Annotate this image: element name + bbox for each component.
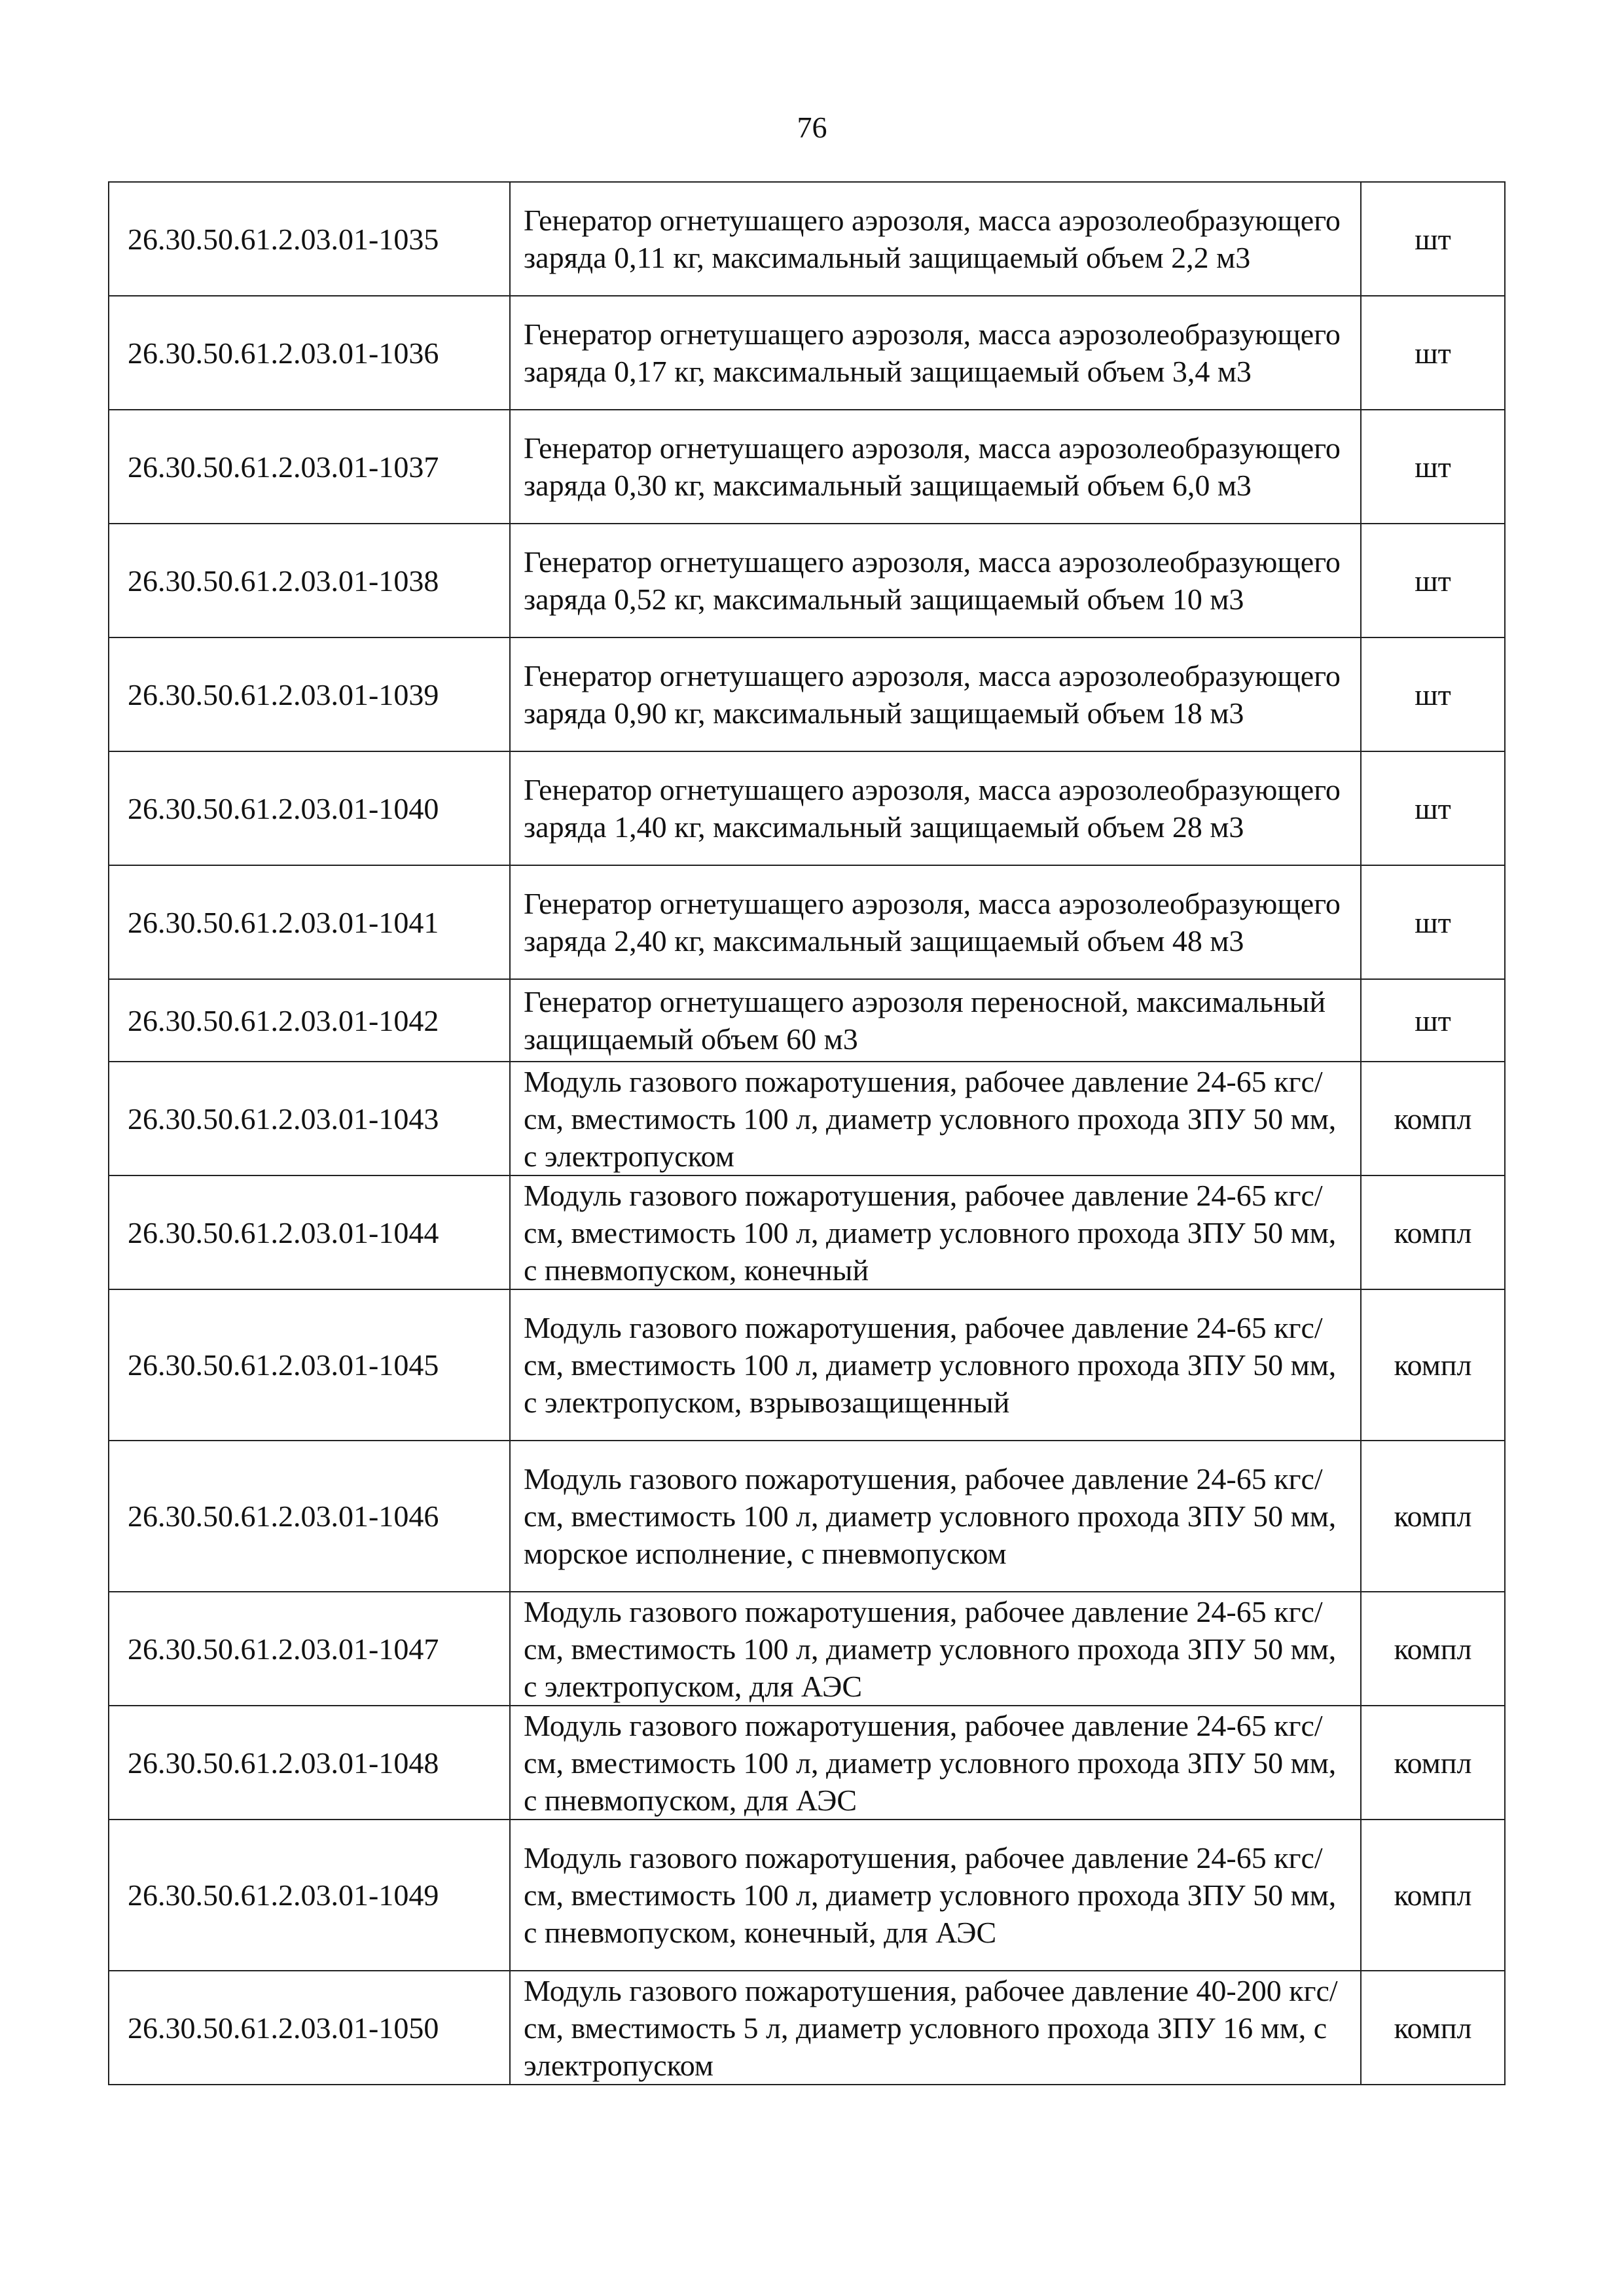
- table-row: [109, 865, 1505, 979]
- code-cell: 26.30.50.61.2.03.01-1049: [109, 1820, 510, 1971]
- unit-cell: шт: [1361, 979, 1505, 1062]
- description-cell: Генератор огнетушащего аэрозоля, масса аэрозолеобразующего заряда 0,52 кг, максимальный защищаемый объем 10 м3: [510, 524, 1361, 637]
- table-row: [109, 1441, 1505, 1592]
- description-cell: Модуль газового пожаротушения, рабочее давление 24-65 кгс/см, вместимость 100 л, диаметр условного прохода ЗПУ 50 мм, с электропуском, для АЭС: [510, 1592, 1361, 1706]
- unit-cell: компл: [1361, 1289, 1505, 1441]
- description-cell: Модуль газового пожаротушения, рабочее давление 24-65 кгс/см, вместимость 100 л, диаметр условного прохода ЗПУ 50 мм, с электропуском: [510, 1062, 1361, 1175]
- unit-cell: шт: [1361, 410, 1505, 524]
- code-cell: 26.30.50.61.2.03.01-1038: [109, 524, 510, 637]
- code-cell: 26.30.50.61.2.03.01-1044: [109, 1175, 510, 1289]
- code-cell: 26.30.50.61.2.03.01-1045: [109, 1289, 510, 1441]
- table-row: [109, 751, 1505, 865]
- code-cell: 26.30.50.61.2.03.01-1036: [109, 296, 510, 410]
- code-cell: 26.30.50.61.2.03.01-1040: [109, 751, 510, 865]
- description-cell: Генератор огнетушащего аэрозоля переносной, максимальный защищаемый объем 60 м3: [510, 979, 1361, 1062]
- table-row: [109, 182, 1505, 296]
- description-cell: Модуль газового пожаротушения, рабочее давление 24-65 кгс/см, вместимость 100 л, диаметр условного прохода ЗПУ 50 мм, морское исполнение, с пневмопуском: [510, 1441, 1361, 1592]
- unit-cell: шт: [1361, 524, 1505, 637]
- description-cell: Генератор огнетушащего аэрозоля, масса аэрозолеобразующего заряда 0,90 кг, максимальный защищаемый объем 18 м3: [510, 637, 1361, 751]
- table-row: [109, 1175, 1505, 1289]
- table-row: [109, 410, 1505, 524]
- code-cell: 26.30.50.61.2.03.01-1048: [109, 1706, 510, 1820]
- table-row: [109, 296, 1505, 410]
- code-cell: 26.30.50.61.2.03.01-1041: [109, 865, 510, 979]
- unit-cell: компл: [1361, 1175, 1505, 1289]
- unit-cell: шт: [1361, 751, 1505, 865]
- table-row: [109, 1592, 1505, 1706]
- unit-cell: шт: [1361, 637, 1505, 751]
- code-cell: 26.30.50.61.2.03.01-1042: [109, 979, 510, 1062]
- code-cell: 26.30.50.61.2.03.01-1043: [109, 1062, 510, 1175]
- table-row: [109, 1062, 1505, 1175]
- table-row: [109, 979, 1505, 1062]
- description-cell: Генератор огнетушащего аэрозоля, масса аэрозолеобразующего заряда 0,17 кг, максимальный защищаемый объем 3,4 м3: [510, 296, 1361, 410]
- description-cell: Модуль газового пожаротушения, рабочее давление 40-200 кгс/см, вместимость 5 л, диаметр условного прохода ЗПУ 16 мм, с электропуском: [510, 1971, 1361, 2085]
- description-cell: Модуль газового пожаротушения, рабочее давление 24-65 кгс/см, вместимость 100 л, диаметр условного прохода ЗПУ 50 мм, с пневмопуском, конечный: [510, 1175, 1361, 1289]
- unit-cell: компл: [1361, 1441, 1505, 1592]
- code-cell: 26.30.50.61.2.03.01-1050: [109, 1971, 510, 2085]
- description-cell: Генератор огнетушащего аэрозоля, масса аэрозолеобразующего заряда 1,40 кг, максимальный защищаемый объем 28 м3: [510, 751, 1361, 865]
- table-row: [109, 1289, 1505, 1441]
- unit-cell: компл: [1361, 1706, 1505, 1820]
- description-cell: Генератор огнетушащего аэрозоля, масса аэрозолеобразующего заряда 2,40 кг, максимальный защищаемый объем 48 м3: [510, 865, 1361, 979]
- table-row: [109, 524, 1505, 637]
- table-row: [109, 1706, 1505, 1820]
- page-number: 76: [797, 111, 827, 144]
- description-cell: Модуль газового пожаротушения, рабочее давление 24-65 кгс/см, вместимость 100 л, диаметр условного прохода ЗПУ 50 мм, с пневмопуском, для АЭС: [510, 1706, 1361, 1820]
- code-cell: 26.30.50.61.2.03.01-1046: [109, 1441, 510, 1592]
- description-cell: Модуль газового пожаротушения, рабочее давление 24-65 кгс/см, вместимость 100 л, диаметр условного прохода ЗПУ 50 мм, с электропуском, взрывозащищенный: [510, 1289, 1361, 1441]
- unit-cell: шт: [1361, 865, 1505, 979]
- code-cell: 26.30.50.61.2.03.01-1037: [109, 410, 510, 524]
- unit-cell: компл: [1361, 1592, 1505, 1706]
- unit-cell: компл: [1361, 1971, 1505, 2085]
- unit-cell: компл: [1361, 1820, 1505, 1971]
- description-cell: Генератор огнетушащего аэрозоля, масса аэрозолеобразующего заряда 0,11 кг, максимальный защищаемый объем 2,2 м3: [510, 182, 1361, 296]
- price-table: [108, 181, 1506, 2085]
- unit-cell: шт: [1361, 182, 1505, 296]
- code-cell: 26.30.50.61.2.03.01-1039: [109, 637, 510, 751]
- unit-cell: шт: [1361, 296, 1505, 410]
- unit-cell: компл: [1361, 1062, 1505, 1175]
- table-row: [109, 1971, 1505, 2085]
- code-cell: 26.30.50.61.2.03.01-1047: [109, 1592, 510, 1706]
- description-cell: Модуль газового пожаротушения, рабочее давление 24-65 кгс/см, вместимость 100 л, диаметр условного прохода ЗПУ 50 мм, с пневмопуском, конечный, для АЭС: [510, 1820, 1361, 1971]
- table-row: [109, 637, 1505, 751]
- table-row: [109, 1820, 1505, 1971]
- code-cell: 26.30.50.61.2.03.01-1035: [109, 182, 510, 296]
- description-cell: Генератор огнетушащего аэрозоля, масса аэрозолеобразующего заряда 0,30 кг, максимальный защищаемый объем 6,0 м3: [510, 410, 1361, 524]
